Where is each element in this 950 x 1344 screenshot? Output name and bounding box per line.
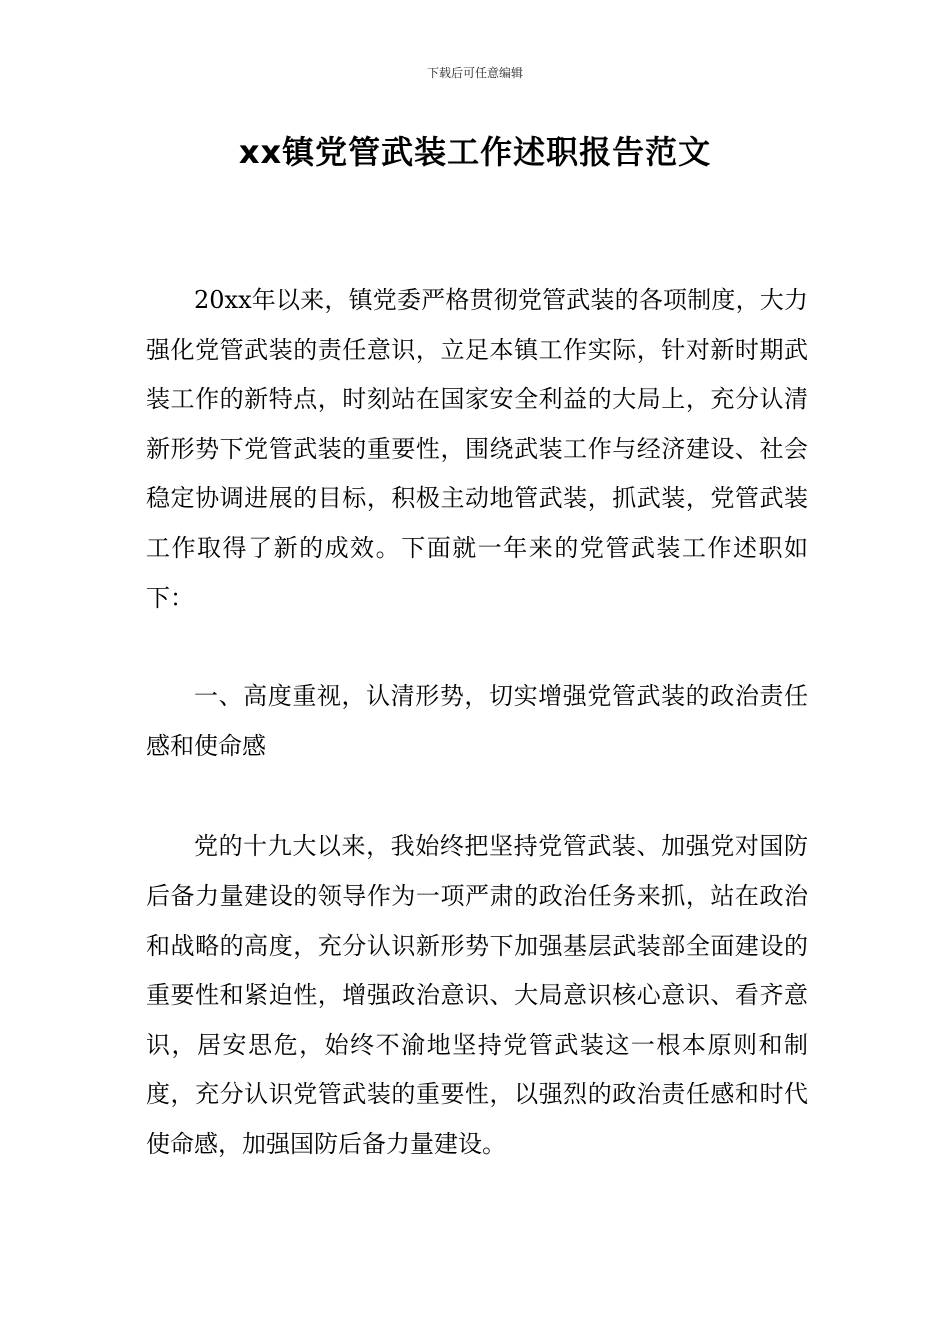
document-body [146, 276, 808, 1170]
document-title: xx镇党管武装工作述职报告范文 [238, 133, 712, 171]
section-1-paragraph: 党的十九大以来，我始终把坚持党管武装、加强党对国防后备力量建设的领导作为一项严肃的政治任务来抓，站在政治和战略的高度，充分认识新形势下加强基层武装部全面建设的重要性和紧迫性，增强政治意识、大局意识核心意识、看齐意识，居安思危，始终不渝地坚持党管武装这一根本原则和制度，充分认识党管武装的重要性，以强烈的政治责任感和时代使命感，加强国防后备力量建设。 [146, 832, 808, 1158]
header-note: 下载后可任意编辑 [426, 66, 523, 80]
section-heading-1: 一、高度重视，认清形势，切实增强党管武装的政治责任感和使命感 [146, 682, 808, 760]
intro-paragraph: 20xx年以来，镇党委严格贯彻党管武装的各项制度，大力强化党管武装的责任意识，立足本镇工作实际，针对新时期武装工作的新特点，时刻站在国家安全利益的大局上，充分认清新形势下党管武装的重要性，围绕武装工作与经济建设、社会稳定协调进展的目标，积极主动地管武装，抓武装，党管武装工作取得了新的成效。下面就一年来的党管武装工作述职如下： [146, 286, 808, 612]
